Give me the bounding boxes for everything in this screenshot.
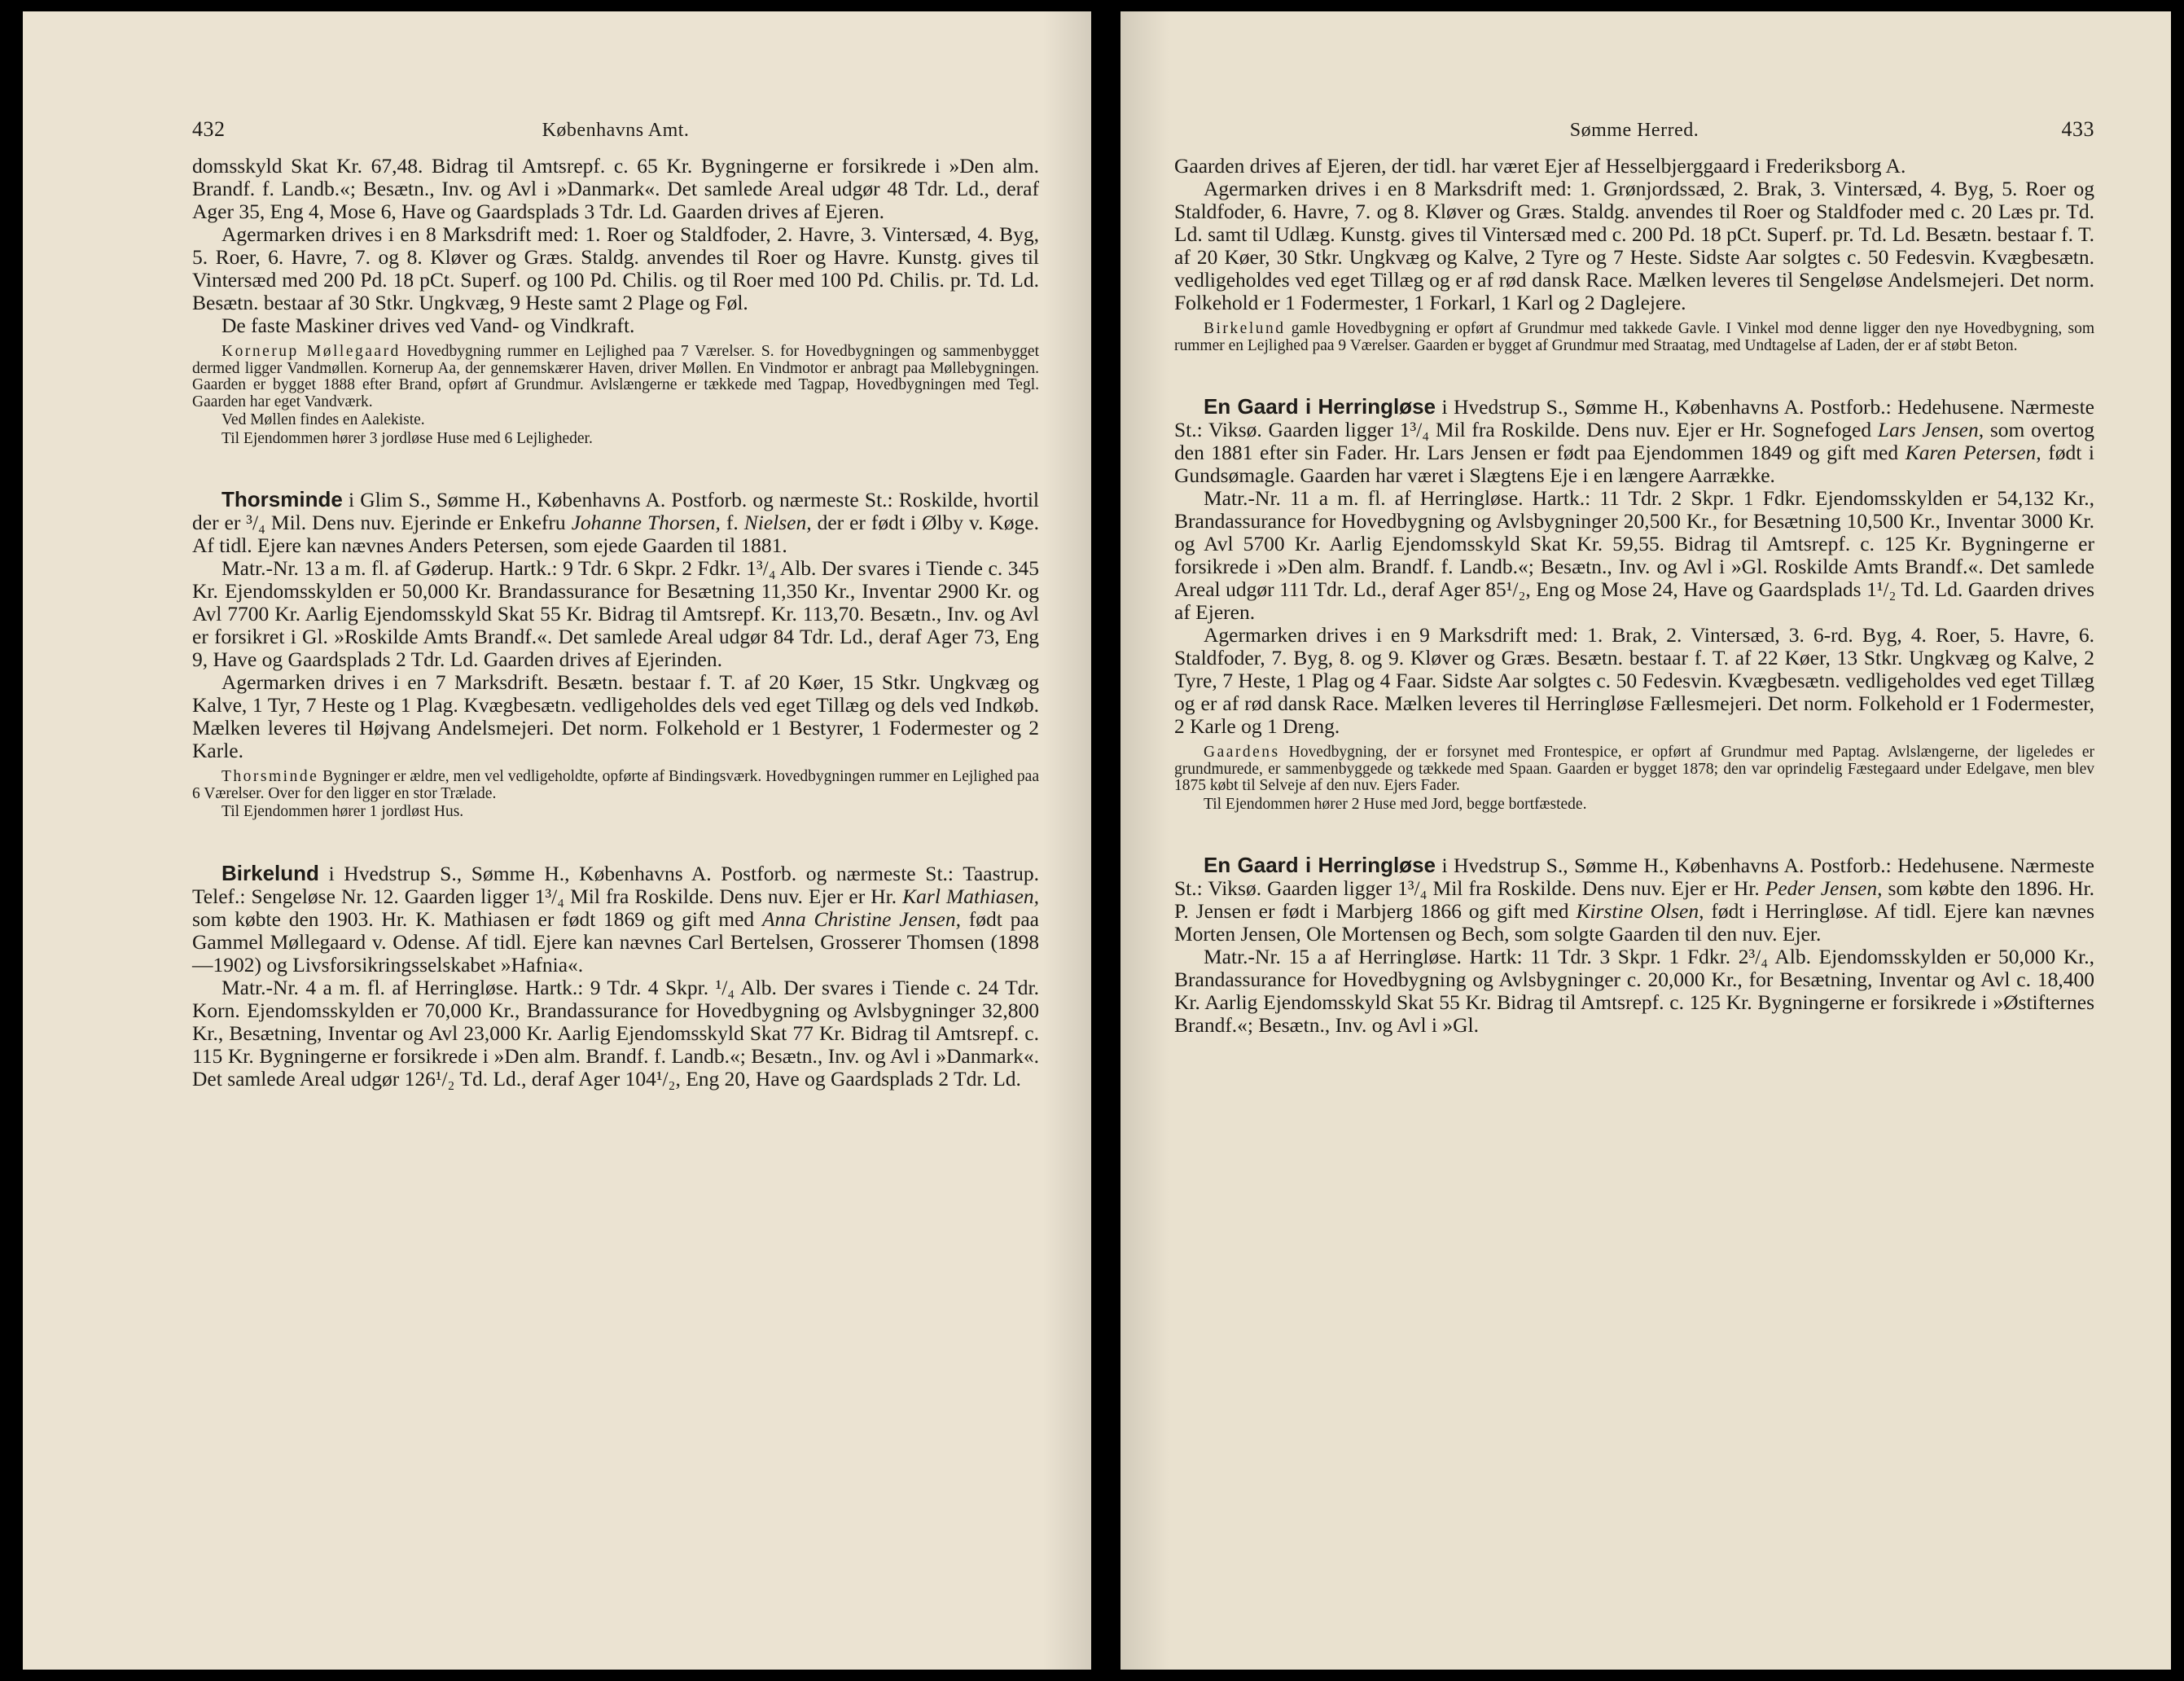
paragraph: De faste Maskiner drives ved Vand- og Vindkraft. — [221, 314, 635, 337]
paragraph: Agermarken drives i en 8 Marksdrift med: 1. Grønjordssæd, 2. Brak, 3. Vintersæd, 4. Byg, 5. Roer og Staldfoder, 6. Havre, 7. og 8. Kløver og Græs. Staldg. anvendes til Roer og Staldfoder med c. 20 Læs pr. Td. Ld. samt til Udlæg. Kunstg. gives til Vintersæd med c. 200 Pd. 18 pCt. Superf. pr. Td. Ld. Besætn. bestaar f. T. af 20 Køer, 30 Stkr. Ungkvæg og Kalve, 2 Tyre og 7 Heste. Sidste Aar solgtes c. 50 Fedesvin. Kvægbesætn. vedligeholdes ved eget Tillæg og er af rød dansk Race. Mælken leveres til Sengeløse Andelsmejeri. Det norm. Folkehold er 1 Fodermester, 1 Forkarl, 1 Karl og 2 Daglejere. — [1174, 177, 2094, 314]
right-running-head — [1174, 117, 2094, 145]
paragraph: Matr.-Nr. 15 a af Herringløse. Hartk: 11 Tdr. 3 Skpr. 1 Fdkr. 2³/₄ Alb. Ejendomsskylden er 50,000 Kr., Brandassurance for Hovedbygning og Avlsbygninger c. 20,000 Kr., for Besætning, Inventar og Avl c. 18,400 Kr. Aarlig Ejendomsskyld Skat 55 Kr. Bidrag til Amtsrepf. c. 125 Kr. Bygningerne er forsikrede i »Østifternes Brandf.«; Besætn., Inv. og Avl i »Gl. — [1174, 945, 2094, 1037]
left-running-head — [192, 117, 1039, 145]
note: Birkelund gamle Hovedbygning er opført af Grundmur med takkede Gavle. I Vinkel mod denne ligger den nye Hovedbygning, som rummer en Lejlighed paa 9 Værelser. Gaarden er bygget af Grundmur med Straatag, med Undtagelse af Laden, der er af støbt Beton. — [1174, 320, 2094, 354]
owner-name: Lars Jensen, — [1877, 418, 1984, 441]
entry-heading: Birkelund — [221, 860, 319, 885]
entry-heading: Thorsminde — [221, 487, 343, 511]
paragraph: En Gaard i Herringløse i Hvedstrup S., Sømme H., Københavns A. Postforb.: Hedehusene. Nærmeste St.: Viksø. Gaarden ligger 1³/₄ Mil fra Roskilde. Dens nuv. Ejer er Hr. Sognefoged Lars Jensen, som overtog den 1881 efter sin Fader. Hr. Lars Jensen er født paa Ejendommen 1849 og gift med Karen Petersen, født i Gundsømagle. Gaarden har været i Slægtens Eje i en længere Aarrække. — [1174, 394, 2095, 487]
paragraph: Agermarken drives i en 8 Marksdrift med: 1. Roer og Staldfoder, 2. Havre, 3. Vintersæd, 4. Byg, 5. Roer, 6. Havre, 7. og 8. Kløver og Græs. Staldg. anvendes til Roer og Havre. Kunstg. gives til Vintersæd med 200 Pd. 18 pCt. Superf. og 100 Pd. Chilis. og til Roer med 100 Pd. Chilis. pr. Td. Ld. Besætn. bestaar af 30 Stkr. Ungkvæg, 9 Heste samt 2 Plage og Føl. — [192, 222, 1039, 314]
paragraph: Matr.-Nr. 13 a m. fl. af Gøderup. Hartk.: 9 Tdr. 6 Skpr. 2 Fdkr. 1³/₄ Alb. Der svares i Tiende c. 345 Kr. Ejendomsskylden er 50,000 Kr. Brandassurance for Besætning 11,350 Kr., Inventar 2900 Kr. og Avl 7700 Kr. Aarlig Ejendomsskyld Skat 55 Kr. Bidrag til Amtsrepf. Kr. 113,70. Besætn., Inv. og Avl er forsikret i Gl. »Roskilde Amts Brandf.«. Det samlede Areal udgør 84 Tdr. Ld., deraf Ager 73, Eng 9, Have og Gaardsplads 2 Tdr. Ld. Gaarden drives af Ejerinden. — [192, 556, 1039, 671]
right-page-number: 433 — [2061, 117, 2094, 141]
left-page — [23, 11, 1091, 1670]
right-intro-section — [1174, 155, 2094, 354]
paragraph: Gaarden drives af Ejeren, der tidl. har været Ejer af Hesselbjerggaard i Frederiksborg A. — [1174, 154, 1906, 178]
owner-name: Karl Mathiasen, — [902, 884, 1040, 908]
entry-birkelund — [192, 862, 1039, 1091]
paragraph: Matr.-Nr. 4 a m. fl. af Herringløse. Hartk.: 9 Tdr. 4 Skpr. ¹/₄ Alb. Der svares i Tiende c. 24 Tdr. Korn. Ejendomsskylden er 70,000 Kr., Brandassurance for Hovedbygning og Avlsbygninger 32,800 Kr., Besætning, Inventar og Avl 23,000 Kr. Aarlig Ejendomsskyld Skat 77 Kr. Bidrag til Amtsrepf. c. 115 Kr. Bygningerne er forsikrede i »Den alm. Brandf. f. Landb.«; Besætn., Inv. og Avl i »Danmark«. Det samlede Areal udgør 126¹/₂ Td. Ld., deraf Ager 104¹/₂, Eng 20, Have og Gaardsplads 2 Tdr. Ld. — [192, 975, 1039, 1091]
right-running-title: Sømme Herred. — [1569, 120, 1699, 141]
paragraph: Matr.-Nr. 11 a m. fl. af Herringløse. Hartk.: 11 Tdr. 2 Skpr. 1 Fdkr. Ejendomsskylden er 54,132 Kr., Brandassurance for Hovedbygning og Avlsbygninger 20,500 Kr., for Besætning 10,500 Kr., Inventar 3000 Kr. og Avl 5700 Kr. Aarlig Ejendomsskyld Skat Kr. 59,55. Bidrag til Amtsrepf. c. 125 Kr. Bygningerne er forsikrede i »Den alm. Brandf. f. Landb.«; Besætn., Inv. og Avl i »Gl. Roskilde Amts Brandf.«. Det samlede Areal udgør 111 Tdr. Ld., deraf Ager 85¹/₂, Eng og Mose 24, Have og Gaardsplads 1¹/₂ Td. Ld. Gaarden drives af Ejeren. — [1174, 486, 2094, 624]
note: Til Ejendommen hører 3 jordløse Huse med 6 Lejligheder. — [221, 429, 593, 447]
note-lead: Gaardens — [1204, 744, 1280, 761]
note: Thorsminde Bygninger er ældre, men vel vedligeholdte, opførte af Bindingsværk. Hovedbygningen rummer en Lejlighed paa 6 Værelser. Over for den ligger en stor Trælade. — [192, 768, 1039, 802]
note: Ved Møllen findes en Aalekiste. — [221, 411, 425, 428]
owner-maiden-name: Nielsen, — [743, 511, 812, 534]
paragraph: Agermarken drives i en 7 Marksdrift. Besætn. bestaar f. T. af 20 Køer, 15 Stkr. Ungkvæg og Kalve, 1 Tyr, 7 Heste og 1 Plag. Kvægbesætn. vedligeholdes dels ved eget Tillæg og dels ved Indkøb. Mælken leveres til Højvang Andelsmejeri. Det norm. Folkehold er 1 Bestyrer, 1 Fodermester og 2 Karle. — [192, 670, 1039, 762]
note-lead: Thorsminde — [221, 768, 319, 785]
entry-thorsminde — [192, 488, 1039, 821]
entry-gaard-herringlose-2 — [1174, 854, 2094, 1037]
paragraph: Agermarken drives i en 9 Marksdrift med: 1. Brak, 2. Vintersæd, 3. 6-rd. Byg, 4. Roer, 5. Havre, 6. Staldfoder, 7. Byg, 8. og 9. Kløver og Græs. Besætn. bestaar f. T. af 22 Køer, 13 Stkr. Ungkvæg og Kalve, 2 Tyre, 7 Heste, 1 Plag og 4 Faar. Sidste Aar solgtes c. 50 Fedesvin. Kvægbesætn. vedligeholdes ved eget Tillæg og er af rød dansk Race. Mælken leveres til Herringløse Fællesmejeri. Det norm. Folkehold er 1 Fodermester, 2 Karle og 1 Dreng. — [1174, 623, 2094, 738]
left-page-number: 432 — [192, 117, 226, 141]
paragraph: Thorsminde i Glim S., Sømme H., Københavns A. Postforb. og nærmeste St.: Roskilde, hvortil der er ³/₄ Mil. Dens nuv. Ejerinde er Enkefru Johanne Thorsen, f. Nielsen, der er født i Ølby v. Køge. Af tidl. Ejere kan nævnes Anders Petersen, som ejede Gaarden til 1881. — [192, 487, 1040, 557]
spouse-name: Karen Petersen, — [1905, 441, 2041, 464]
owner-name: Peder Jensen, — [1765, 876, 1883, 900]
right-page — [1121, 11, 2171, 1670]
entry-heading: En Gaard i Herringløse — [1204, 853, 1436, 877]
note: Til Ejendommen hører 2 Huse med Jord, begge bortfæstede. — [1204, 795, 1587, 813]
owner-name: Johanne Thorsen, — [571, 511, 721, 534]
spouse-name: Kirstine Olsen, — [1576, 899, 1704, 923]
entry-heading: En Gaard i Herringløse — [1204, 394, 1436, 419]
spouse-name: Anna Christine Jensen, — [761, 906, 961, 931]
paragraph: domsskyld Skat Kr. 67,48. Bidrag til Amtsrepf. c. 65 Kr. Bygningerne er forsikrede i »Den alm. Brandf. f. Landb.«; Besætn., Inv. og Avl i »Danmark«. Det samlede Areal udgør 48 Tdr. Ld., deraf Ager 35, Eng 4, Mose 6, Have og Gaardsplads 3 Tdr. Ld. Gaarden drives af Ejeren. — [192, 154, 1039, 223]
note: Til Ejendommen hører 1 jordløst Hus. — [221, 803, 464, 820]
paragraph: Birkelund i Hvedstrup S., Sømme H., Københavns A. Postforb. og nærmeste St.: Taastrup. Telef.: Sengeløse Nr. 12. Gaarden ligger 1³/₄ Mil fra Roskilde. Dens nuv. Ejer er Hr. Karl Mathiasen, som købte den 1903. Hr. K. Mathiasen er født 1869 og gift med Anna Christine Jensen, født paa Gammel Møllegaard v. Odense. Af tidl. Ejere kan nævnes Carl Bertelsen, Grosserer Thomsen (1898—1902) og Livsforsikringsselskabet »Hafnia«. — [192, 860, 1040, 977]
paragraph: En Gaard i Herringløse i Hvedstrup S., Sømme H., Københavns A. Postforb.: Hedehusene. Nærmeste St.: Viksø. Gaarden ligger 1³/₄ Mil fra Roskilde. Dens nuv. Ejer er Hr. Peder Jensen, som købte den 1896. Hr. P. Jensen er født i Marbjerg 1866 og gift med Kirstine Olsen, født i Herringløse. Af tidl. Ejere kan nævnes Morten Jensen, Ole Mortensen og Bech, som solgte Gaarden til den nuv. Ejer. — [1174, 853, 2095, 946]
note-lead: Birkelund — [1204, 320, 1286, 337]
entry-gaard-herringlose-1 — [1174, 395, 2094, 813]
note: Kornerup Møllegaard Hovedbygning rummer en Lejlighed paa 7 Værelser. S. for Hovedbygningen og sammenbygget dermed ligger Vandmøllen. Kornerup Aa, der gennemskærer Haven, driver Møllen. En Vindmotor er anbragt paa Møllebygningen. Gaarden er bygget 1888 efter Brand, opført af Grundmur. Avlslængerne er tækkede med Tagpap, Hovedbygningen med Tegl. Gaarden har eget Vandværk. — [192, 343, 1039, 410]
left-running-title: Københavns Amt. — [542, 120, 690, 141]
note: Gaardens Hovedbygning, der er forsynet med Frontespice, er opført af Grundmur med Paptag. Avlslængerne, der ligeledes er grundmurede, er sammenbyggede og tækkede med Spaan. Gaarden er bygget 1878; den var oprindelig Fæstegaard under Edelgave, men blev 1875 købt til Selveje af den nuv. Ejers Fader. — [1174, 744, 2094, 794]
left-intro-section — [192, 155, 1039, 447]
note-lead: Kornerup Møllegaard — [221, 343, 401, 360]
